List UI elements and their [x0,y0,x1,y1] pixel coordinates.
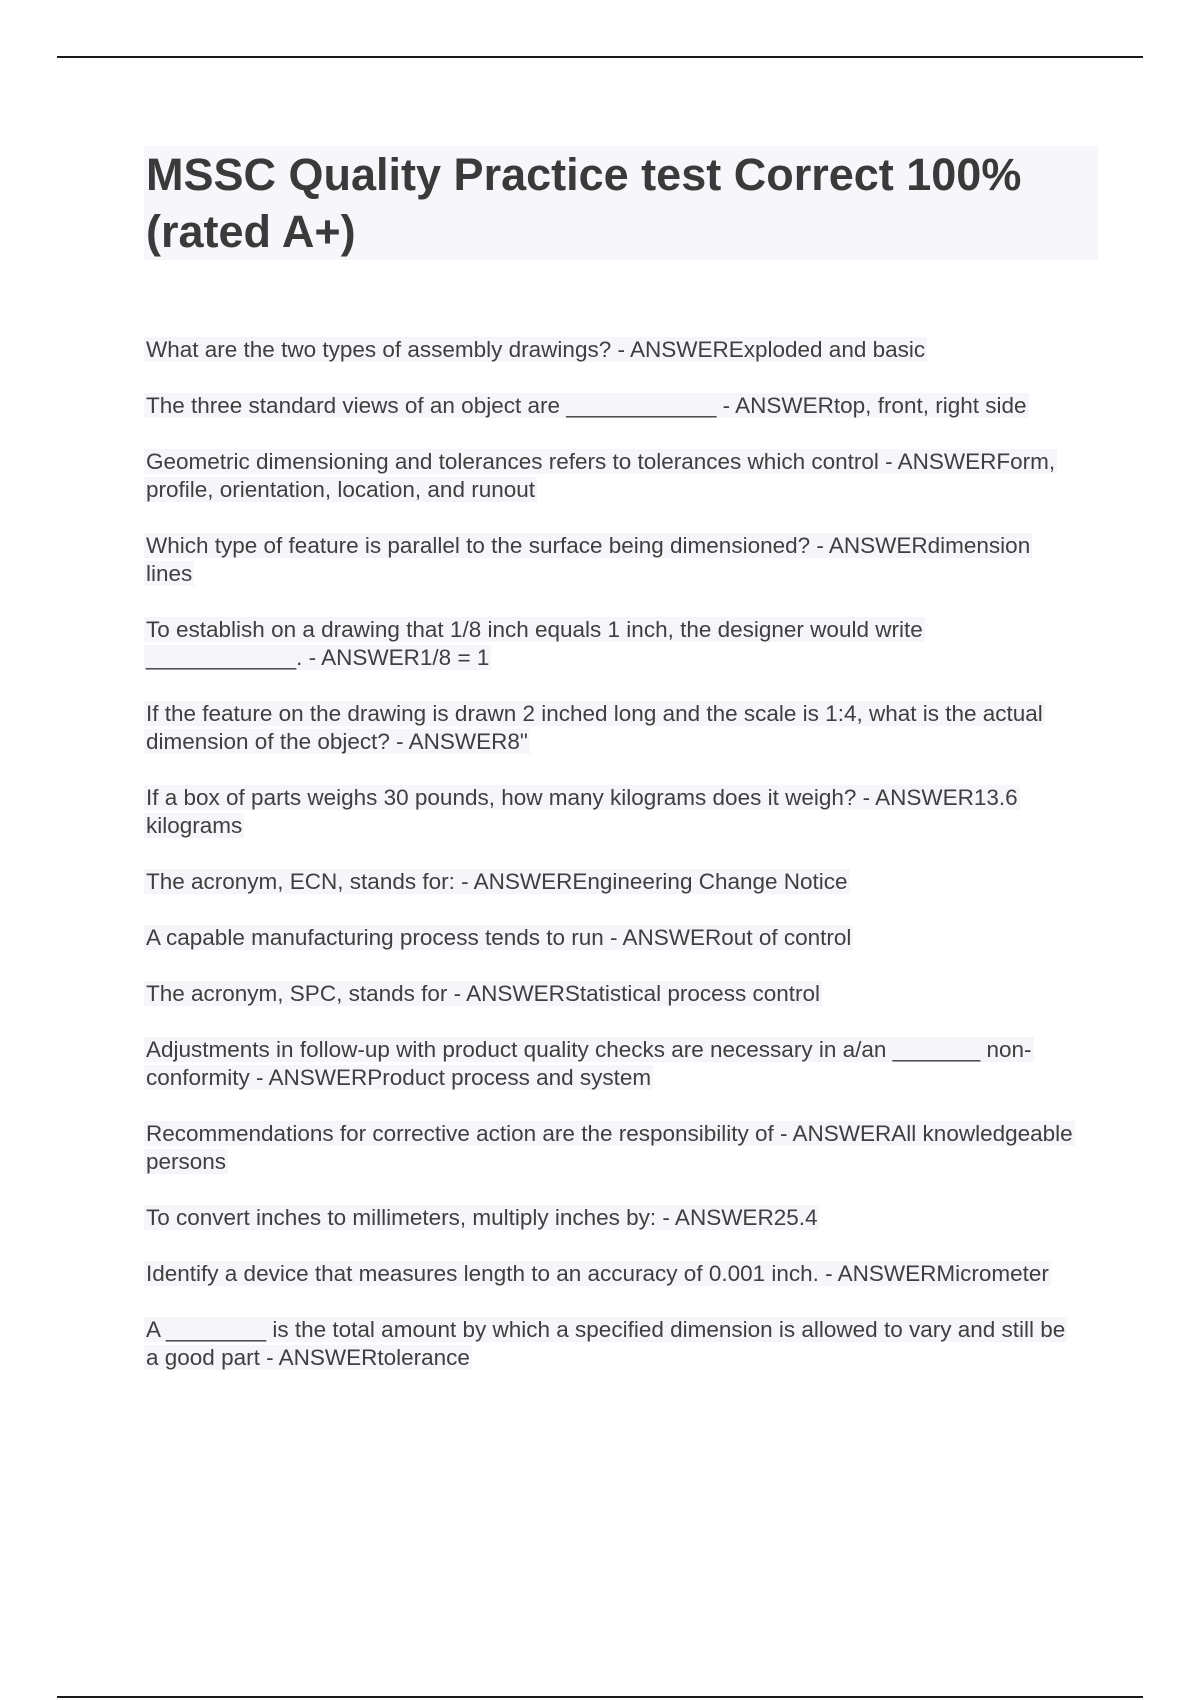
qa-item [144,392,1084,420]
page-title: MSSC Quality Practice test Correct 100% (rated A+) [146,149,1022,257]
qa-text: Which type of feature is parallel to the surface being dimensioned? - ANSWERdimension lines [146,533,1031,586]
qa-item [144,448,1084,504]
qa-text: If a box of parts weighs 30 pounds, how many kilograms does it weigh? - ANSWER13.6 kilograms [146,785,1018,838]
qa-text: The acronym, SPC, stands for - ANSWERStatistical process control [146,981,820,1006]
qa-text: What are the two types of assembly drawings? - ANSWERExploded and basic [146,337,926,362]
top-divider [57,56,1143,58]
bottom-divider [57,1696,1143,1698]
qa-item [144,924,1084,952]
qa-text: A capable manufacturing process tends to run - ANSWERout of control [146,925,852,950]
qa-item [144,532,1084,588]
qa-item [144,1120,1084,1176]
qa-item [144,1204,1084,1232]
qa-list [144,336,1084,1400]
qa-item [144,1036,1084,1092]
qa-text: Identify a device that measures length to an accuracy of 0.001 inch. - ANSWERMicrometer [146,1261,1049,1286]
qa-item [144,336,1084,364]
qa-text: The three standard views of an object are ____________ - ANSWERtop, front, right side [146,393,1027,418]
qa-text: Geometric dimensioning and tolerances refers to tolerances which control - ANSWERForm, profile, orientation, location, and runout [146,449,1056,502]
qa-text: A ________ is the total amount by which a specified dimension is allowed to vary and still be a good part - ANSWERtolerance [146,1317,1066,1370]
qa-item [144,868,1084,896]
qa-text: Adjustments in follow-up with product quality checks are necessary in a/an _______ non-conformity - ANSWERProduct process and system [146,1037,1032,1090]
qa-item [144,980,1084,1008]
qa-item [144,1316,1084,1372]
qa-text: To convert inches to millimeters, multiply inches by: - ANSWER25.4 [146,1205,818,1230]
qa-text: If the feature on the drawing is drawn 2 inched long and the scale is 1:4, what is the actual dimension of the object? - ANSWER8" [146,701,1043,754]
title-block [144,146,1098,260]
qa-item [144,616,1084,672]
qa-item [144,700,1084,756]
qa-text: To establish on a drawing that 1/8 inch equals 1 inch, the designer would write ____________. - ANSWER1/8 = 1 [146,617,923,670]
qa-item [144,784,1084,840]
qa-text: The acronym, ECN, stands for: - ANSWEREngineering Change Notice [146,869,848,894]
qa-text: Recommendations for corrective action are the responsibility of - ANSWERAll knowledgeable persons [146,1121,1073,1174]
qa-item [144,1260,1084,1288]
